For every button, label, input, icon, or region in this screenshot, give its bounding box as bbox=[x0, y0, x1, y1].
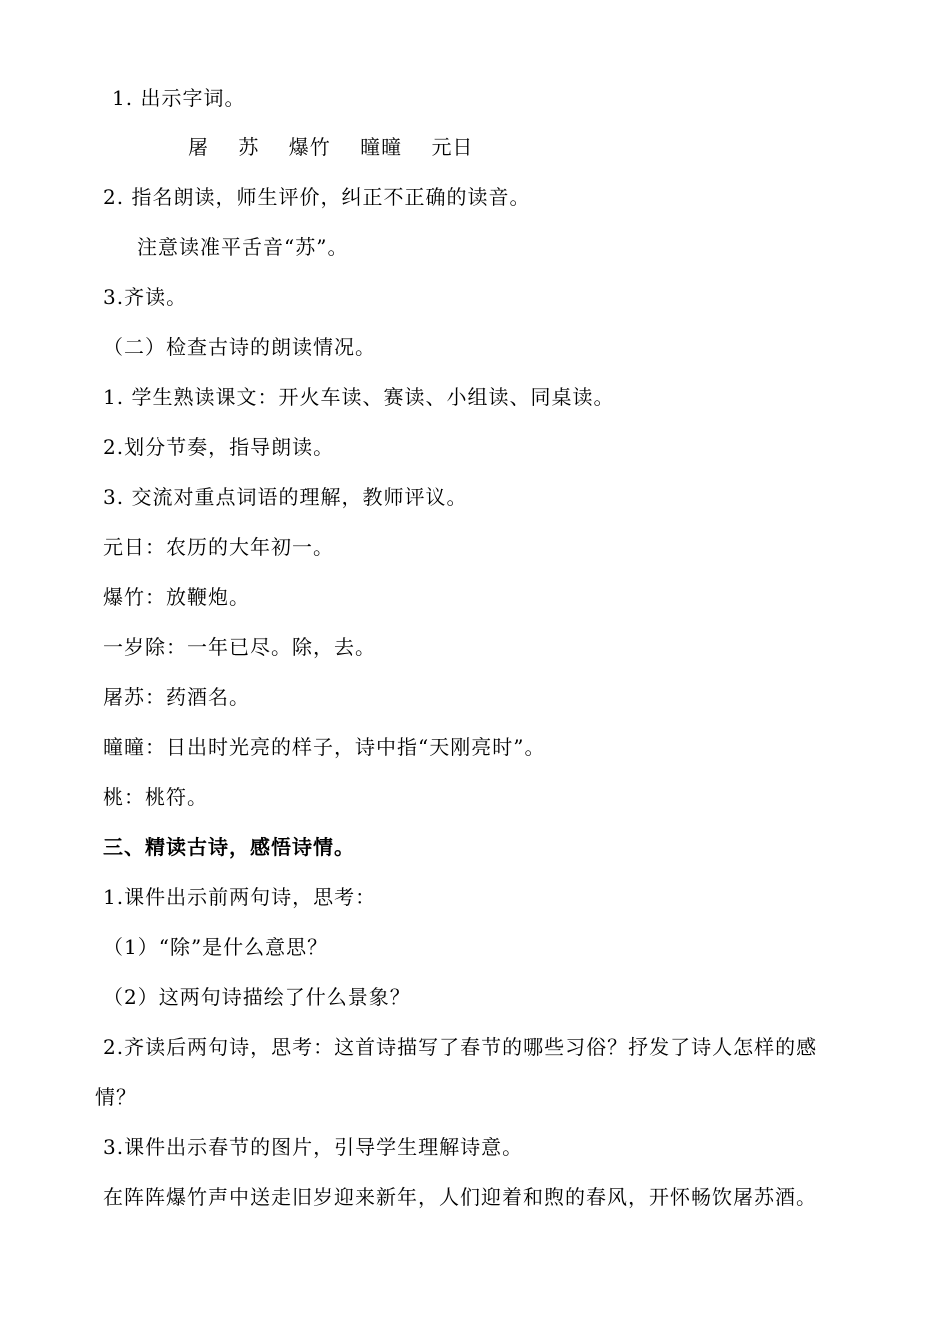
word-baozhu: 爆竹 bbox=[288, 135, 331, 159]
word-tu: 屠 bbox=[188, 135, 209, 159]
item-last-two-lines-cont: 情？ bbox=[95, 1085, 137, 1109]
word-yuanri: 元日 bbox=[431, 135, 474, 159]
item-key-words: 3. 交流对重点词语的理解，教师评议。 bbox=[103, 485, 468, 509]
section-heading-3: 三、精读古诗，感悟诗情。 bbox=[103, 835, 355, 859]
word-tongtong: 曈曈 bbox=[360, 135, 403, 159]
definition-yuanri: 元日：农历的大年初一。 bbox=[103, 535, 334, 559]
item-rhythm: 2.划分节奏，指导朗读。 bbox=[103, 435, 335, 459]
item-read-aloud: 2. 指名朗读，师生评价，纠正不正确的读音。 bbox=[103, 185, 531, 209]
item-last-two-lines: 2.齐读后两句诗，思考：这首诗描写了春节的哪些习俗？抒发了诗人怎样的感 bbox=[103, 1035, 818, 1059]
poem-meaning: 在阵阵爆竹声中送走旧岁迎来新年，人们迎着和煦的春风，开怀畅饮屠苏酒。 bbox=[103, 1185, 817, 1209]
note-pronunciation: 注意读准平舌音“苏”。 bbox=[137, 235, 349, 259]
word-list bbox=[188, 135, 495, 159]
item-first-two-lines: 1.课件出示前两句诗，思考： bbox=[103, 885, 377, 909]
definition-tongtong: 曈曈：日出时光亮的样子，诗中指“天刚亮时”。 bbox=[103, 735, 546, 759]
question-1: （1）“除”是什么意思？ bbox=[103, 935, 329, 959]
word-su: 苏 bbox=[238, 135, 260, 159]
question-2: （2）这两句诗描绘了什么景象？ bbox=[103, 985, 411, 1009]
item-show-words: 1. 出示字词。 bbox=[112, 86, 246, 110]
definition-baozhu: 爆竹：放鞭炮。 bbox=[103, 585, 250, 609]
section-heading-2: （二）检查古诗的朗读情况。 bbox=[103, 335, 376, 359]
item-practice-reading: 1. 学生熟读课文：开火车读、赛读、小组读、同桌读。 bbox=[103, 385, 615, 409]
definition-tusu: 屠苏：药酒名。 bbox=[103, 685, 250, 709]
definition-yisuichu: 一岁除：一年已尽。除，去。 bbox=[103, 635, 376, 659]
item-read-together: 3.齐读。 bbox=[103, 285, 188, 309]
item-show-pictures: 3.课件出示春节的图片，引导学生理解诗意。 bbox=[103, 1135, 524, 1159]
definition-tao: 桃：桃符。 bbox=[103, 785, 208, 809]
